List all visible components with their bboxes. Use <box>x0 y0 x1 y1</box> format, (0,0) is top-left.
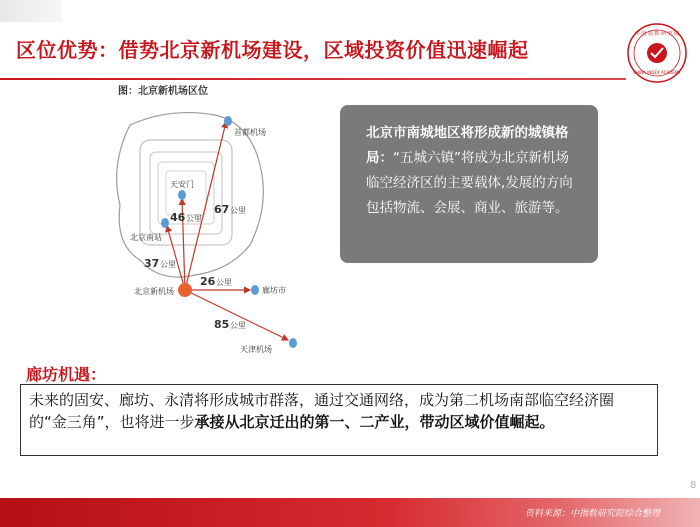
distance-26-unit: 公里 <box>216 278 232 287</box>
china-index-academy-logo <box>626 22 688 84</box>
source-note: 资料来源：中指数研究院综合整理 <box>524 509 660 519</box>
langfang-text: 未来的固安、廊坊、永清将形成城市群落，通过交通网络，成为第二机场南部临空经济圈的“金三角”，也将进一步 <box>29 391 615 431</box>
svg-text:中 国 指 数 研 究 院: 中 国 指 数 研 究 院 <box>634 31 680 37</box>
info-box-bold-text: 北京市南城地区将形成新的城镇格局： <box>366 125 569 166</box>
label-langfang: 廊坊市 <box>262 286 286 295</box>
distance-85-unit: 公里 <box>230 321 246 330</box>
map-caption: 图：北京新机场区位 <box>118 86 208 97</box>
distance-37-unit: 公里 <box>160 260 176 269</box>
label-tianjin-airport: 天津机场 <box>240 345 272 354</box>
distance-67-unit: 公里 <box>230 206 246 215</box>
info-box-text: “五城六镇”将成为北京新机场临空经济区的主要载体,发展的方向包括物流、会展、商业、旅游等。 <box>366 150 573 216</box>
page-number: 8 <box>690 480 697 491</box>
capital-airport-marker <box>224 116 232 126</box>
svg-text:CHINA INDEX ACADEMY: CHINA INDEX ACADEMY <box>633 70 681 75</box>
top-left-tab-decoration <box>0 0 62 22</box>
tianjin-airport-marker <box>289 338 297 348</box>
distance-67: 67 <box>214 203 230 216</box>
label-tiananmen: 天安门 <box>170 180 194 189</box>
city-boundary <box>117 113 264 278</box>
headline-underline <box>0 78 626 80</box>
langfang-opportunity-box <box>20 384 658 456</box>
south-station-marker <box>161 218 169 228</box>
langfang-bold-text: 承接从北京迁出的第一、二产业，带动区域价值崛起。 <box>194 413 555 431</box>
distance-46: 46 <box>170 211 186 224</box>
distance-26: 26 <box>200 275 216 288</box>
new-airport-marker <box>178 283 192 297</box>
southern-city-info-box <box>340 105 598 263</box>
langfang-marker <box>251 285 259 295</box>
distance-85: 85 <box>214 318 230 331</box>
label-south-station: 北京南站 <box>130 233 162 242</box>
slide-headline: 区位优势：借势北京新机场建设，区域投资价值迅速崛起 <box>16 38 529 62</box>
distance-46-unit: 公里 <box>186 214 202 223</box>
tiananmen-marker <box>178 190 186 200</box>
airport-location-map <box>100 95 340 360</box>
langfang-opportunity-title: 廊坊机遇： <box>26 365 107 384</box>
label-new-airport: 北京新机场 <box>134 287 174 296</box>
route-to-tianjin-airport <box>185 290 288 340</box>
label-capital-airport: 首都机场 <box>234 128 266 137</box>
distance-37: 37 <box>144 257 160 270</box>
